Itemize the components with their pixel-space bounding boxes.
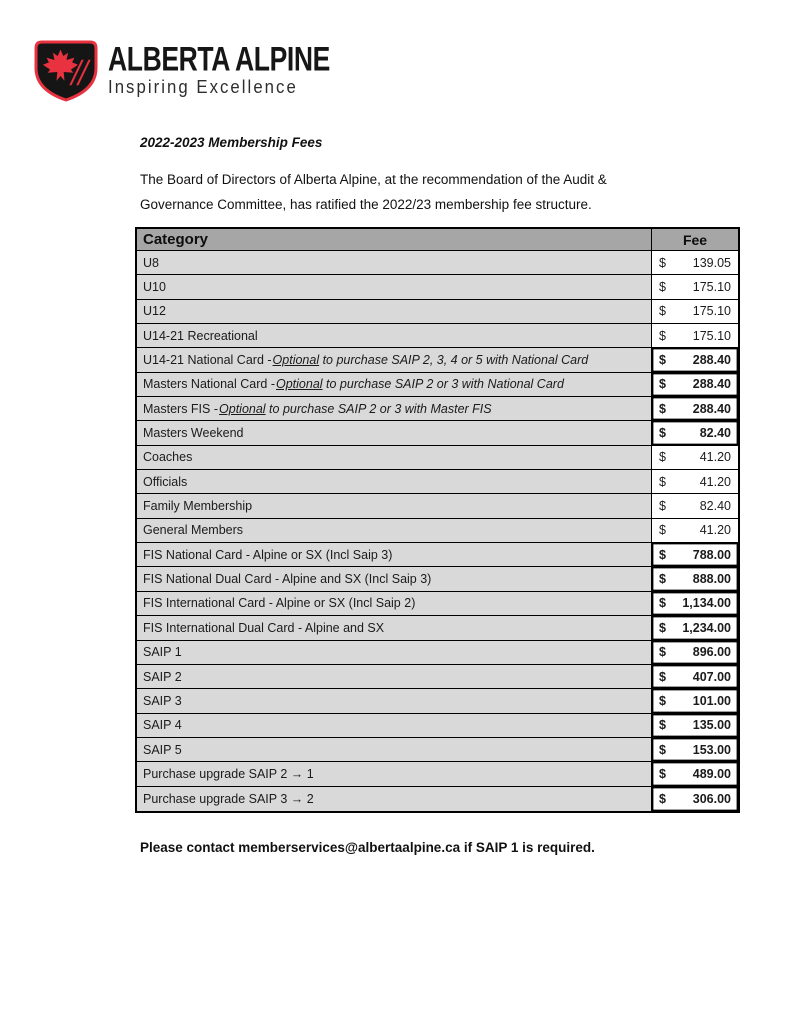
logo-title: ALBERTA ALPINE bbox=[108, 39, 330, 79]
category-text: SAIP 3 bbox=[143, 693, 182, 708]
shield-maple-leaf-icon bbox=[33, 40, 99, 102]
category-cell bbox=[137, 494, 651, 517]
currency-symbol: $ bbox=[659, 645, 666, 660]
category-cell bbox=[137, 592, 651, 615]
fee-column-header: Fee bbox=[651, 229, 738, 250]
category-text: FIS National Dual Card - Alpine and SX (Incl Saip 3) bbox=[143, 572, 432, 587]
fee-cell bbox=[651, 616, 738, 639]
table-row bbox=[137, 251, 738, 275]
intro-line-2: Governance Committee, has ratified the 2022/23 membership fee structure. bbox=[140, 197, 592, 212]
table-row bbox=[137, 519, 738, 543]
table-row bbox=[137, 762, 738, 786]
fee-cell bbox=[651, 543, 738, 566]
currency-symbol: $ bbox=[659, 693, 666, 708]
fee-amount: 888.00 bbox=[692, 572, 731, 587]
currency-symbol: $ bbox=[659, 620, 666, 635]
currency-symbol: $ bbox=[659, 742, 666, 757]
category-text: U8 bbox=[143, 255, 159, 270]
currency-symbol: $ bbox=[659, 426, 666, 441]
optional-text: Optional bbox=[219, 401, 266, 416]
category-cell bbox=[137, 519, 651, 542]
fee-cell bbox=[651, 714, 738, 737]
fee-amount: 1,134.00 bbox=[682, 596, 731, 611]
category-cell bbox=[137, 787, 651, 811]
fee-cell bbox=[651, 567, 738, 590]
fee-amount: 153.00 bbox=[692, 742, 731, 757]
fee-amount: 306.00 bbox=[692, 791, 731, 806]
category-cell bbox=[137, 421, 651, 444]
table-row bbox=[137, 446, 738, 470]
category-cell bbox=[137, 665, 651, 688]
table-row bbox=[137, 714, 738, 738]
currency-symbol: $ bbox=[659, 766, 666, 781]
table-row bbox=[137, 787, 738, 811]
intro-line-1: The Board of Directors of Alberta Alpine, at the recommendation of the Audit & bbox=[140, 172, 607, 187]
fee-cell bbox=[651, 421, 738, 444]
category-cell bbox=[137, 373, 651, 396]
category-cell bbox=[137, 324, 651, 347]
currency-symbol: $ bbox=[659, 572, 666, 587]
fee-cell bbox=[651, 373, 738, 396]
fee-cell bbox=[651, 494, 738, 517]
fee-cell bbox=[651, 762, 738, 785]
category-cell bbox=[137, 446, 651, 469]
fee-amount: 41.20 bbox=[699, 523, 731, 538]
table-row bbox=[137, 373, 738, 397]
currency-symbol: $ bbox=[659, 523, 666, 538]
fee-cell bbox=[651, 738, 738, 761]
fee-cell bbox=[651, 348, 738, 371]
fee-cell bbox=[651, 787, 738, 811]
fee-amount: 489.00 bbox=[692, 766, 731, 781]
category-text: U10 bbox=[143, 280, 166, 295]
currency-symbol: $ bbox=[659, 474, 666, 489]
category-text: U14-21 Recreational bbox=[143, 328, 258, 343]
category-text: Officials bbox=[143, 474, 188, 489]
fee-amount: 41.20 bbox=[699, 450, 731, 465]
category-text: SAIP 2 bbox=[143, 669, 182, 684]
table-row bbox=[137, 567, 738, 591]
currency-symbol: $ bbox=[659, 280, 666, 295]
category-cell bbox=[137, 714, 651, 737]
fee-cell bbox=[651, 324, 738, 347]
category-cell bbox=[137, 738, 651, 761]
optional-text: Optional bbox=[276, 377, 323, 392]
fee-amount: 175.10 bbox=[692, 328, 731, 343]
currency-symbol: $ bbox=[659, 401, 666, 416]
category-note-text: to purchase SAIP 2 or 3 with National Card bbox=[322, 377, 564, 392]
currency-symbol: $ bbox=[659, 450, 666, 465]
category-cell bbox=[137, 616, 651, 639]
fee-amount: 175.10 bbox=[692, 280, 731, 295]
logo-subtitle: Inspiring Excellence bbox=[108, 77, 298, 97]
category-text: U12 bbox=[143, 304, 166, 319]
table-row bbox=[137, 275, 738, 299]
fee-amount: 407.00 bbox=[692, 669, 731, 684]
category-cell bbox=[137, 567, 651, 590]
fee-cell bbox=[651, 397, 738, 420]
category-text: FIS International Card - Alpine or SX (Incl Saip 2) bbox=[143, 596, 416, 611]
category-text: SAIP 5 bbox=[143, 742, 182, 757]
table-row bbox=[137, 300, 738, 324]
category-cell bbox=[137, 348, 651, 371]
fee-amount: 288.40 bbox=[692, 401, 731, 416]
currency-symbol: $ bbox=[659, 328, 666, 343]
category-text: General Members bbox=[143, 523, 244, 538]
category-text: Masters FIS - bbox=[143, 401, 219, 416]
currency-symbol: $ bbox=[659, 377, 666, 392]
category-text: Coaches bbox=[143, 450, 193, 465]
category-cell bbox=[137, 762, 651, 785]
fee-cell bbox=[651, 665, 738, 688]
category-text: FIS International Dual Card - Alpine and SX bbox=[143, 620, 385, 635]
fee-cell bbox=[651, 519, 738, 542]
fee-amount: 82.40 bbox=[699, 499, 731, 514]
contact-note: Please contact memberservices@albertaalpine.ca if SAIP 1 is required. bbox=[140, 840, 595, 855]
fee-amount: 175.10 bbox=[692, 304, 731, 319]
alberta-alpine-logo bbox=[33, 40, 393, 102]
currency-symbol: $ bbox=[659, 791, 666, 806]
fee-amount: 101.00 bbox=[692, 693, 731, 708]
table-row bbox=[137, 738, 738, 762]
fee-amount: 896.00 bbox=[692, 645, 731, 660]
currency-symbol: $ bbox=[659, 669, 666, 684]
category-text: Family Membership bbox=[143, 499, 253, 514]
logo-text bbox=[108, 40, 393, 97]
currency-symbol: $ bbox=[659, 499, 666, 514]
fee-amount: 288.40 bbox=[692, 377, 731, 392]
table-row bbox=[137, 470, 738, 494]
table-row bbox=[137, 641, 738, 665]
category-text: FIS National Card - Alpine or SX (Incl Saip 3) bbox=[143, 547, 393, 562]
fee-amount: 135.00 bbox=[692, 718, 731, 733]
fee-amount: 82.40 bbox=[699, 426, 731, 441]
fee-amount: 788.00 bbox=[692, 547, 731, 562]
category-cell bbox=[137, 300, 651, 323]
category-note-text: to purchase SAIP 2, 3, 4 or 5 with National Card bbox=[319, 353, 589, 368]
fee-cell bbox=[651, 592, 738, 615]
category-text: Purchase upgrade SAIP 2 → 1 bbox=[143, 766, 314, 781]
currency-symbol: $ bbox=[659, 596, 666, 611]
fee-cell bbox=[651, 251, 738, 274]
fee-amount: 139.05 bbox=[692, 255, 731, 270]
table-row bbox=[137, 348, 738, 372]
currency-symbol: $ bbox=[659, 353, 666, 368]
category-cell bbox=[137, 470, 651, 493]
table-row bbox=[137, 689, 738, 713]
membership-fee-table bbox=[135, 227, 740, 813]
category-cell bbox=[137, 397, 651, 420]
currency-symbol: $ bbox=[659, 255, 666, 270]
fee-cell bbox=[651, 641, 738, 664]
category-column-header: Category bbox=[143, 231, 209, 248]
table-header-row bbox=[137, 229, 738, 251]
category-cell bbox=[137, 689, 651, 712]
intro-paragraph bbox=[140, 167, 607, 217]
category-cell bbox=[137, 275, 651, 298]
category-text: Purchase upgrade SAIP 3 → 2 bbox=[143, 791, 314, 806]
category-text: Masters Weekend bbox=[143, 426, 244, 441]
category-text: SAIP 1 bbox=[143, 645, 182, 660]
currency-symbol: $ bbox=[659, 304, 666, 319]
table-row bbox=[137, 665, 738, 689]
category-note-text: to purchase SAIP 2 or 3 with Master FIS bbox=[265, 401, 492, 416]
optional-text: Optional bbox=[272, 353, 320, 368]
table-row bbox=[137, 543, 738, 567]
table-row bbox=[137, 616, 738, 640]
fee-amount: 41.20 bbox=[699, 474, 731, 489]
fee-cell bbox=[651, 470, 738, 493]
page-title: 2022-2023 Membership Fees bbox=[140, 135, 323, 150]
fee-cell bbox=[651, 275, 738, 298]
table-row bbox=[137, 494, 738, 518]
category-text: U14-21 National Card - bbox=[143, 353, 272, 368]
fee-cell bbox=[651, 446, 738, 469]
table-row bbox=[137, 324, 738, 348]
fee-cell bbox=[651, 300, 738, 323]
category-cell bbox=[137, 641, 651, 664]
table-row bbox=[137, 592, 738, 616]
table-row bbox=[137, 421, 738, 445]
fee-cell bbox=[651, 689, 738, 712]
category-cell bbox=[137, 543, 651, 566]
category-cell bbox=[137, 251, 651, 274]
fee-amount: 288.40 bbox=[692, 353, 731, 368]
currency-symbol: $ bbox=[659, 718, 666, 733]
category-text: SAIP 4 bbox=[143, 718, 182, 733]
fee-table-rows bbox=[137, 251, 738, 811]
table-row bbox=[137, 397, 738, 421]
fee-amount: 1,234.00 bbox=[682, 620, 731, 635]
category-text: Masters National Card - bbox=[143, 377, 275, 392]
currency-symbol: $ bbox=[659, 547, 666, 562]
